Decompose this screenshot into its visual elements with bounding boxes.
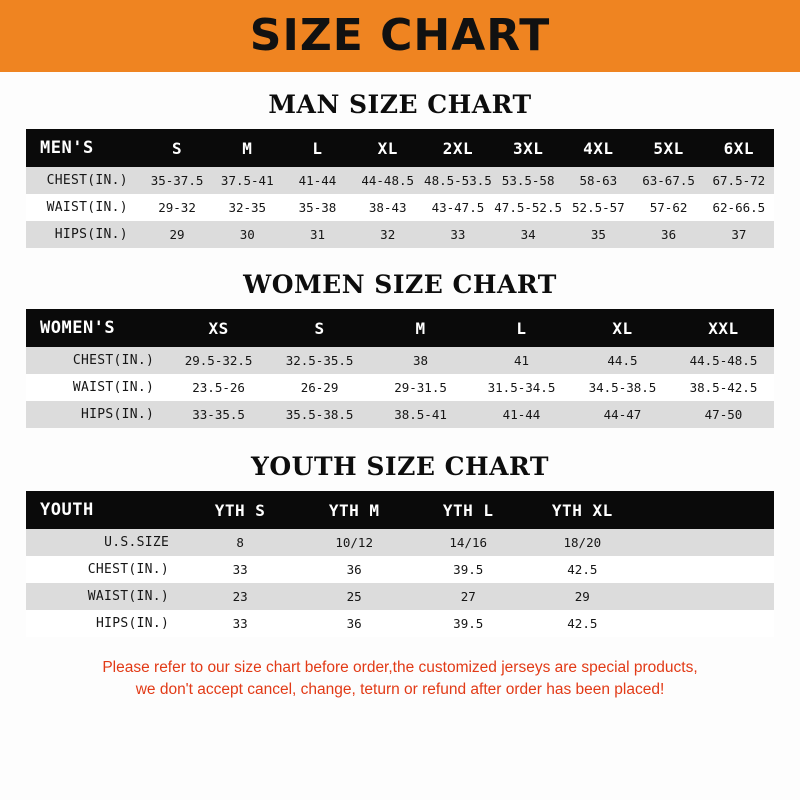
table-cell: 35-37.5 [142, 167, 212, 194]
table-row [26, 221, 774, 248]
column-header: XS [168, 309, 269, 347]
table-cell: 25 [297, 583, 411, 610]
column-header: YTH S [183, 491, 297, 529]
order-policy-note [26, 657, 774, 702]
table-cell: 37 [704, 221, 774, 248]
table-cell: 29-32 [142, 194, 212, 221]
table-cell: 63-67.5 [633, 167, 703, 194]
row-label: WAIST(IN.) [26, 583, 183, 610]
women-section-heading: WOMEN SIZE CHART [243, 270, 557, 299]
table-row [26, 556, 774, 583]
table-cell: 32-35 [212, 194, 282, 221]
row-label: WAIST(IN.) [26, 374, 168, 401]
column-header: 3XL [493, 129, 563, 167]
table-cell: 53.5-58 [493, 167, 563, 194]
table-cell: 67.5-72 [704, 167, 774, 194]
table-cell: 39.5 [411, 556, 525, 583]
note-line-2: we don't accept cancel, change, teturn or refund after order has been placed! [135, 681, 665, 699]
table-cell: 42.5 [525, 610, 639, 637]
column-header: WOMEN'S [26, 309, 168, 347]
column-header: MEN'S [26, 129, 142, 167]
table-cell: 37.5-41 [212, 167, 282, 194]
table-cell: 38-43 [353, 194, 423, 221]
table-cell: 41 [471, 347, 572, 374]
table-cell: 33 [183, 556, 297, 583]
table-cell: 14/16 [411, 529, 525, 556]
table-cell: 33 [423, 221, 493, 248]
table-cell: 10/12 [297, 529, 411, 556]
table-cell: 23.5-26 [168, 374, 269, 401]
table-cell: 31 [282, 221, 352, 248]
table-cell: 8 [183, 529, 297, 556]
table-header-row [26, 309, 774, 347]
table-cell: 36 [297, 556, 411, 583]
column-header: YTH L [411, 491, 525, 529]
table-cell: 18/20 [525, 529, 639, 556]
table-row [26, 347, 774, 374]
column-header: XXL [673, 309, 774, 347]
table-cell: 43-47.5 [423, 194, 493, 221]
table-row [26, 610, 774, 637]
column-header: S [269, 309, 370, 347]
table-cell: 35.5-38.5 [269, 401, 370, 428]
column-header: S [142, 129, 212, 167]
table-row [26, 583, 774, 610]
table-cell: 47-50 [673, 401, 774, 428]
youth-size-table [26, 491, 774, 637]
table-cell: 34 [493, 221, 563, 248]
table-cell: 32 [353, 221, 423, 248]
row-label: CHEST(IN.) [26, 556, 183, 583]
column-header: XL [353, 129, 423, 167]
column-header: 6XL [704, 129, 774, 167]
page-banner [0, 0, 800, 72]
table-cell: 36 [297, 610, 411, 637]
table-cell: 29-31.5 [370, 374, 471, 401]
column-header: M [370, 309, 471, 347]
table-cell: 47.5-52.5 [493, 194, 563, 221]
table-cell: 26-29 [269, 374, 370, 401]
table-cell: 52.5-57 [563, 194, 633, 221]
column-header: XL [572, 309, 673, 347]
row-label: CHEST(IN.) [26, 167, 142, 194]
table-cell-empty [639, 556, 774, 583]
table-cell: 30 [212, 221, 282, 248]
youth-section-heading: YOUTH SIZE CHART [251, 452, 549, 481]
table-cell: 41-44 [471, 401, 572, 428]
men-size-table [26, 129, 774, 248]
charts-container [0, 90, 800, 702]
column-header-empty [639, 491, 774, 529]
table-cell: 44.5-48.5 [673, 347, 774, 374]
table-row [26, 529, 774, 556]
women-size-table [26, 309, 774, 428]
row-label: HIPS(IN.) [26, 610, 183, 637]
table-cell: 44-48.5 [353, 167, 423, 194]
column-header: 5XL [633, 129, 703, 167]
table-header-row [26, 129, 774, 167]
table-cell: 62-66.5 [704, 194, 774, 221]
table-cell: 31.5-34.5 [471, 374, 572, 401]
table-cell: 23 [183, 583, 297, 610]
row-label: HIPS(IN.) [26, 401, 168, 428]
table-header-row [26, 491, 774, 529]
table-cell: 48.5-53.5 [423, 167, 493, 194]
table-cell: 35-38 [282, 194, 352, 221]
table-cell: 58-63 [563, 167, 633, 194]
column-header: 4XL [563, 129, 633, 167]
row-label: HIPS(IN.) [26, 221, 142, 248]
column-header: L [471, 309, 572, 347]
table-cell: 41-44 [282, 167, 352, 194]
page-title: SIZE CHART [249, 10, 551, 61]
row-label: U.S.SIZE [26, 529, 183, 556]
table-cell: 33 [183, 610, 297, 637]
table-row [26, 374, 774, 401]
column-header: YTH M [297, 491, 411, 529]
table-cell: 36 [633, 221, 703, 248]
note-line-1: Please refer to our size chart before order,the customized jerseys are special products, [102, 659, 698, 676]
table-cell: 44-47 [572, 401, 673, 428]
column-header: 2XL [423, 129, 493, 167]
table-row [26, 401, 774, 428]
table-row [26, 194, 774, 221]
table-cell: 38.5-42.5 [673, 374, 774, 401]
table-cell: 57-62 [633, 194, 703, 221]
table-cell: 44.5 [572, 347, 673, 374]
column-header: YOUTH [26, 491, 183, 529]
table-cell: 29 [525, 583, 639, 610]
row-label: WAIST(IN.) [26, 194, 142, 221]
table-cell: 35 [563, 221, 633, 248]
table-cell: 29.5-32.5 [168, 347, 269, 374]
column-header: M [212, 129, 282, 167]
table-cell-empty [639, 583, 774, 610]
table-cell-empty [639, 610, 774, 637]
table-cell: 32.5-35.5 [269, 347, 370, 374]
table-cell: 33-35.5 [168, 401, 269, 428]
column-header: L [282, 129, 352, 167]
men-section-heading: MAN SIZE CHART [268, 90, 532, 119]
table-cell: 38 [370, 347, 471, 374]
column-header: YTH XL [525, 491, 639, 529]
table-cell: 29 [142, 221, 212, 248]
table-cell: 39.5 [411, 610, 525, 637]
table-cell-empty [639, 529, 774, 556]
row-label: CHEST(IN.) [26, 347, 168, 374]
table-cell: 42.5 [525, 556, 639, 583]
table-cell: 27 [411, 583, 525, 610]
table-cell: 38.5-41 [370, 401, 471, 428]
table-row [26, 167, 774, 194]
table-cell: 34.5-38.5 [572, 374, 673, 401]
